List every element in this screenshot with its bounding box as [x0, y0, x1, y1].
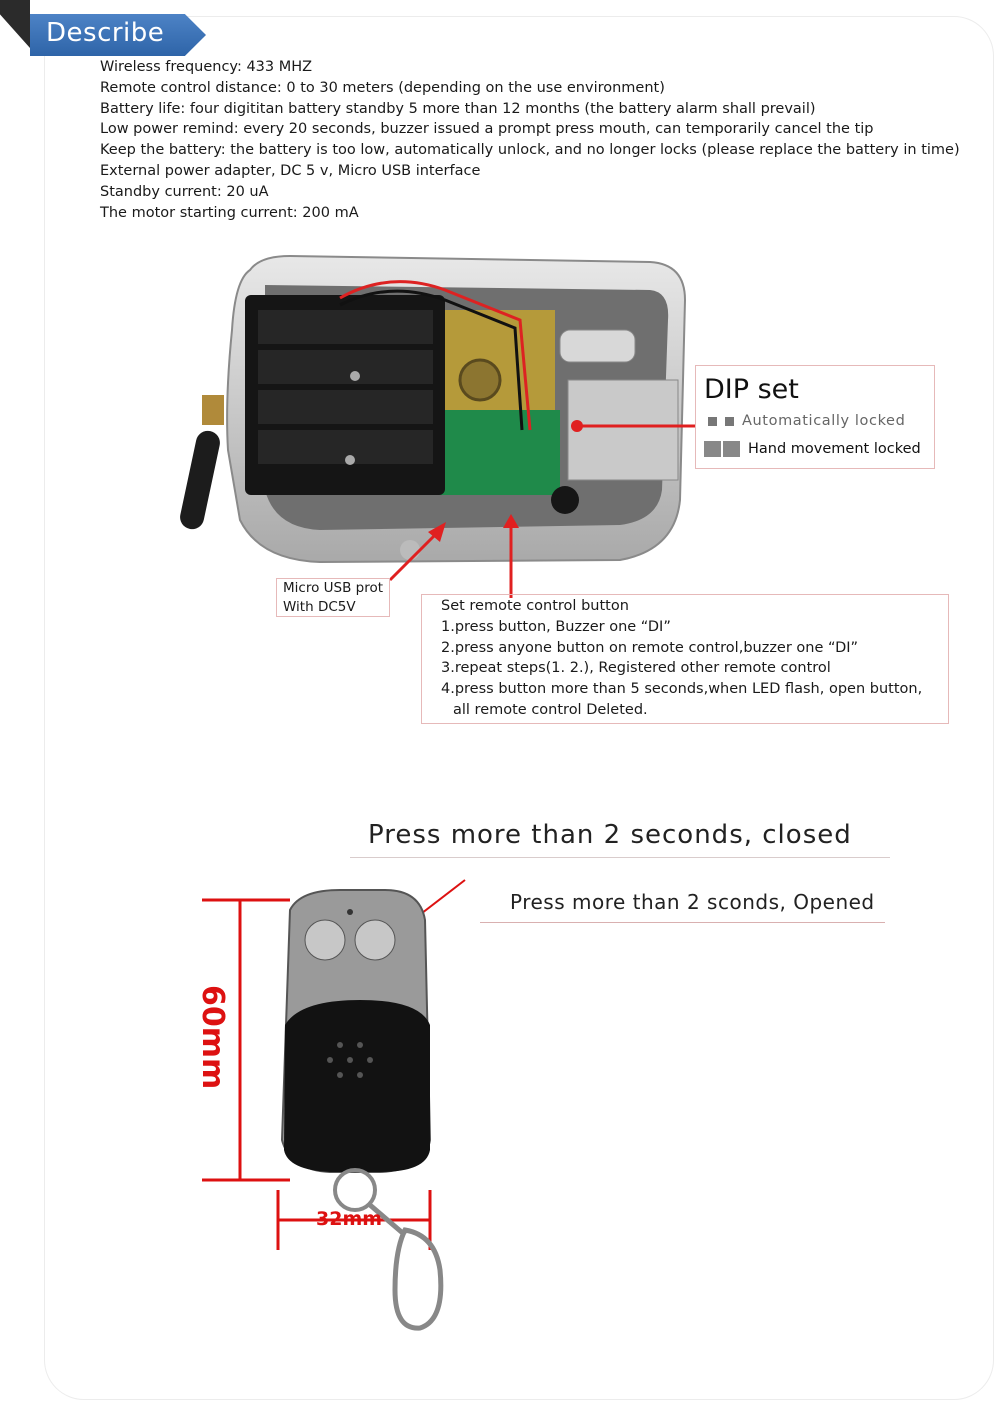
- remote-setup-box: [421, 594, 949, 724]
- remote-setup-title: Set remote control button: [441, 598, 629, 614]
- press-closed-caption: Press more than 2 seconds, closed: [368, 820, 852, 850]
- spec-line: Wireless frequency: 433 MHZ: [100, 59, 313, 75]
- spec-line: Low power remind: every 20 seconds, buzzer issued a prompt press mouth, can temporarily cancel the tip: [100, 121, 874, 138]
- spec-line: The motor starting current: 200 mA: [100, 204, 359, 221]
- remote-setup-step: 2.press anyone button on remote control,buzzer one “DI”: [441, 639, 859, 656]
- remote-setup-step: all remote control Deleted.: [453, 701, 648, 718]
- spec-line: Standby current: 20 uA: [100, 183, 269, 200]
- spec-line: External power adapter, DC 5 v, Micro USB interface: [100, 162, 481, 179]
- dip-switch-icon: [704, 441, 740, 457]
- spec-line: Remote control distance: 0 to 30 meters (depending on the use environment): [100, 79, 665, 96]
- spec-line: Battery life: four digititan battery standby 5 more than 12 months (the battery alarm shall prevail): [100, 100, 816, 117]
- usb-line2: With DC5V: [283, 599, 356, 615]
- usb-port-label: [276, 578, 390, 617]
- dip-set-box: [695, 365, 935, 469]
- remote-setup-step: 4.press button more than 5 seconds,when LED flash, open button,: [441, 681, 923, 698]
- height-dimension-label: 60mm: [195, 985, 230, 1090]
- dip-hand-row: [704, 441, 921, 457]
- banner-corner: [0, 0, 30, 48]
- spec-list: [100, 57, 980, 223]
- spec-line: Keep the battery: the battery is too low, automatically unlock, and no longer locks (please replace the battery in time): [100, 142, 960, 159]
- dip-auto-label: Automatically locked: [742, 413, 906, 429]
- dip-switch-icon: [708, 417, 717, 426]
- remote-control-photo: [190, 850, 590, 1350]
- remote-setup-step: 1.press button, Buzzer one “DI”: [441, 618, 671, 635]
- usb-line1: Micro USB prot: [283, 580, 384, 596]
- dip-title: DIP set: [704, 374, 799, 405]
- dip-auto-row: [708, 413, 905, 429]
- remote-setup-step: 3.repeat steps(1. 2.), Registered other remote control: [441, 660, 831, 677]
- dip-switch-icon: [725, 417, 734, 426]
- dip-hand-label: Hand movement locked: [748, 441, 921, 457]
- lock-device-photo: [180, 250, 700, 580]
- header-title: Describe: [46, 18, 165, 48]
- width-dimension-label: 32mm: [316, 1208, 383, 1230]
- press-opened-caption: Press more than 2 sconds, Opened: [510, 890, 875, 914]
